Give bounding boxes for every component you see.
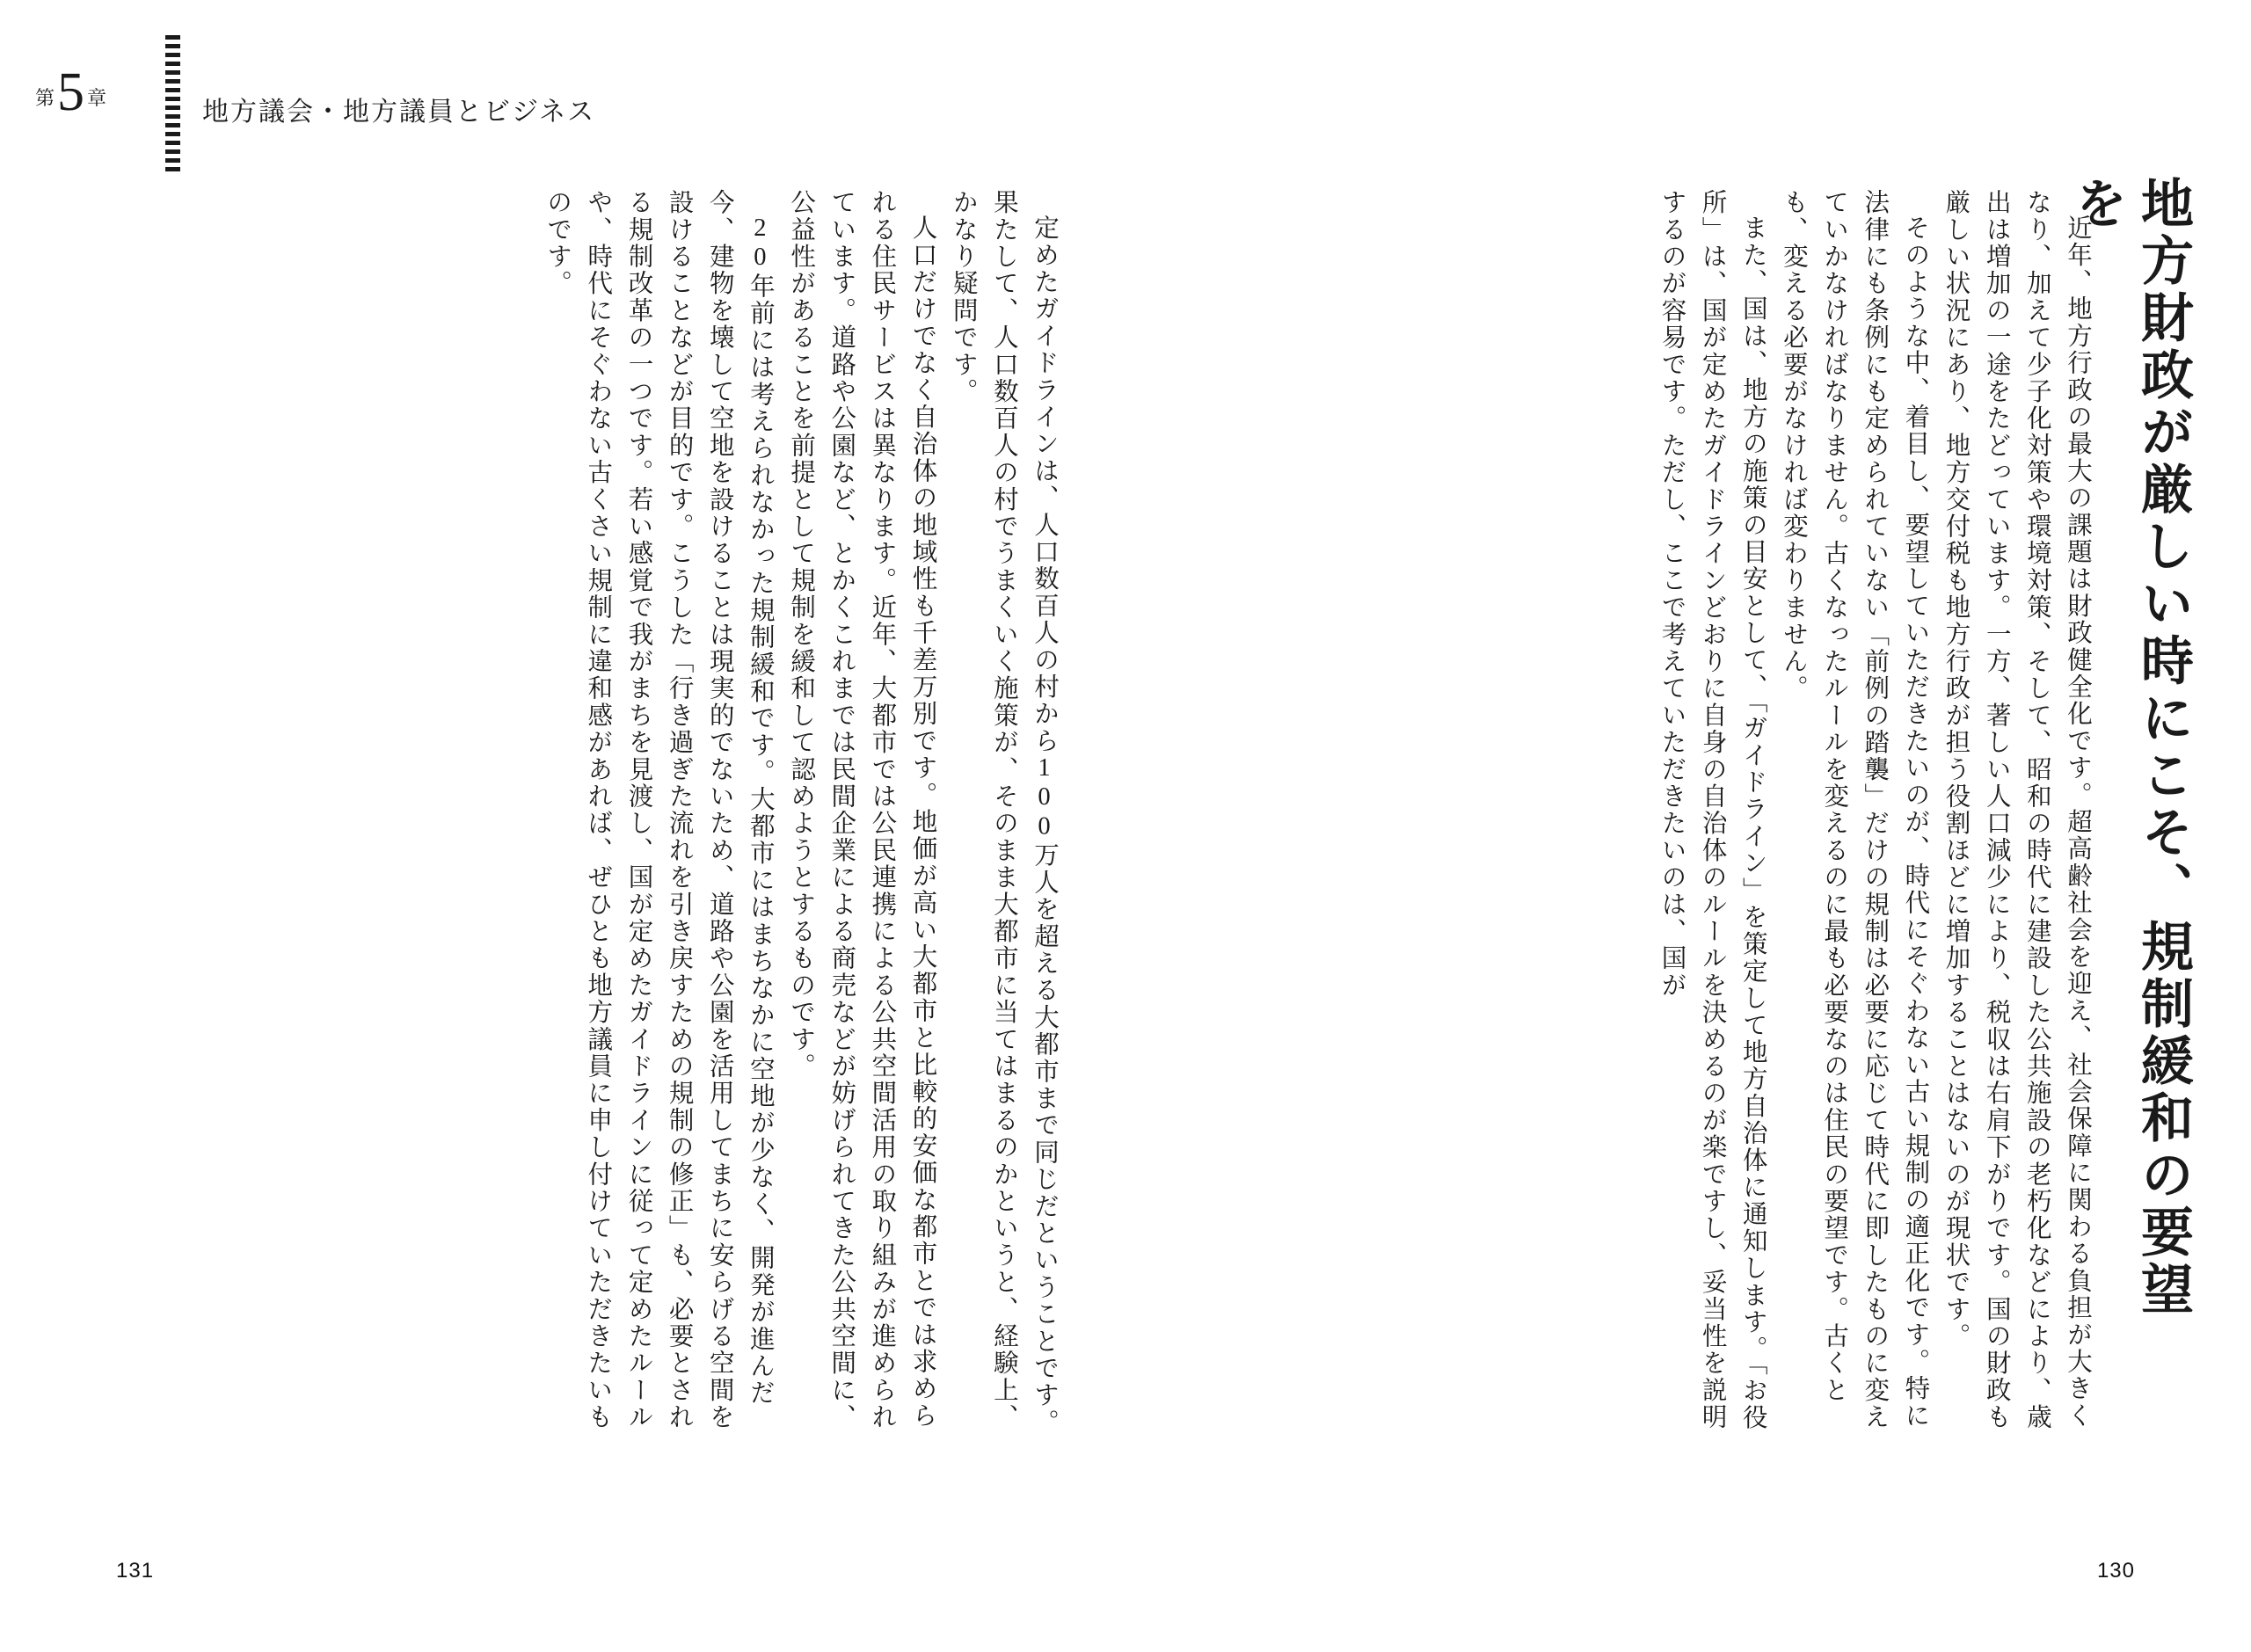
chapter-prefix: 第	[35, 87, 55, 109]
chapter-suffix: 章	[87, 87, 107, 109]
paragraph: 20年前には考えられなかった規制緩和です。大都市にはまちなかに空地が少なく、開発が進んだ今、建物を壊して空地を設けることは現実的でないため、道路や公園を活用してまちに安らげる空間を設けることなどが目的です。こうした「行き過ぎた流れを引き戻すための規制の修正」も、必要とされる規制改革の一つです。若い感覚で我がまちを見渡し、国が定めたガイドラインに従って定めたルールや、時代にそぐわない古くさい規制に違和感があれば、ぜひとも地方議員に申し付けていただきたいものです。	[543, 189, 774, 1431]
hatched-divider	[165, 35, 180, 172]
page-number-right: 130	[2096, 1559, 2135, 1583]
paragraph: 定めたガイドラインは、人口数百人の村から100万人を超える大都市まで同じだということです。果たして、人口数百人の村でうまくいく施策が、そのまま大都市に当てはまるのかというと、経験上、かなり疑問です。	[949, 189, 1058, 1436]
running-head	[35, 35, 596, 149]
paragraph: 近年、地方行政の最大の課題は財政健全化です。超高齢社会を迎え、社会保障に関わる負担が大きくなり、加えて少子化対策や環境対策、そして、昭和の時代に建設した公共施設の老朽化などにより、歳出は増加の一途をたどっています。一方、著しい人口減少により、税収は右肩下がりです。国の財政も厳しい状況にあり、地方交付税も地方行政が担う役割ほどに増加することはないのが現状です。	[1941, 189, 2091, 1431]
right-page-body	[1183, 189, 2097, 1437]
left-page-body	[79, 189, 1064, 1437]
gutter	[1125, 0, 1126, 1652]
paragraph: そのような中、着目し、要望していただきたいのが、時代にそぐわない古い規制の適正化です。特に法律にも条例にも定められていない「前例の踏襲」だけの規制は必要に応じて時代に即したものに変えていかなければなりません。古くなったルールを変えるのに最も必要なのは住民の要望です。古くとも、変える必要がなければ変わりません。	[1779, 189, 1929, 1431]
article-title: 地方財政が厳しい時にこそ、規制緩和の要望を	[2068, 176, 2193, 1319]
paragraph: 人口だけでなく自治体の地域性も千差万別です。地価が高い大都市と比較的安価な都市とでは求められる住民サービスは異なります。近年、大都市では公民連携による公共空間活用の取り組みが進められています。道路や公園など、とかくこれまでは民間企業による商売などが妨げられてきた公共空間に、公益性があることを前提として規制を緩和して認めようとするものです。	[787, 189, 936, 1431]
paragraph: また、国は、地方の施策の目安として、「ガイドライン」を策定して地方自治体に通知します。「お役所」は、国が定めたガイドラインどおりに自身の自治体のルールを決めるのが楽ですし、妥当性を説明するのが容易です。ただし、ここで考えていただきたいのは、国が	[1657, 189, 1767, 1431]
chapter-number: 5	[57, 62, 85, 122]
chapter-marker	[35, 62, 126, 122]
page-number-left: 131	[116, 1559, 155, 1583]
chapter-title: 地方議会・地方議員とビジネス	[202, 98, 596, 127]
page-right	[1126, 0, 2251, 1652]
